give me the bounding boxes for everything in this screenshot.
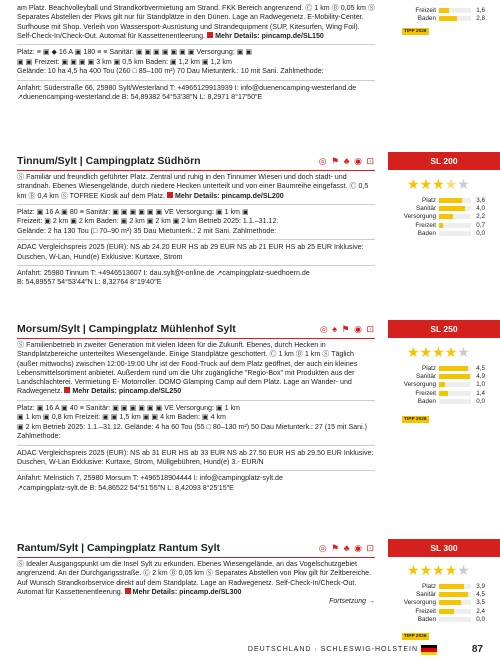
rating-row [402,372,486,380]
entry-title-row [17,320,375,339]
sl150-addr2: ↗duenencamping-westerland.de B: 54,89382 54°53′38″N L: 8,2971 8°17′50″E [17,92,263,101]
star-icon: ★ [457,344,470,360]
divider [17,470,375,471]
rating-value: 4,9 [476,373,485,381]
amenity-icons: ◎ ⚑ ♣ ◉ ⊡ [318,542,375,553]
star-icon: ★ [457,562,470,578]
amenity-icons: ◎ ⚑ ♣ ◉ ⊡ [318,155,375,166]
star-icon: ★ [432,176,445,192]
star-icon: ★ [432,344,445,360]
entry-title-row [17,152,375,171]
rating-bar [439,214,471,219]
divider [17,265,375,266]
rating-bar [439,382,471,387]
tipp-badge: TIPP 2026 [404,29,427,34]
divider [17,204,375,205]
rating-bar [439,609,471,614]
rating-label: Baden [417,15,436,23]
entry-sl300 [17,539,375,605]
page-number: 87 [471,644,483,655]
rating-bar [439,366,471,371]
ratings-sl200 [402,196,486,238]
rating-value: 4,5 [476,364,485,372]
divider [17,445,375,446]
rating-value: 4,0 [476,205,485,213]
rating-row [402,599,486,607]
mehr-details-link[interactable]: Mehr Details: pincamp.de/SL250 [72,387,182,396]
rating-row [402,381,486,389]
rating-bar [439,374,471,379]
rating-bar [439,399,471,404]
adac-price: ADAC Vergleichspreis 2025 (EUR): NS ab 24.20 EUR HS ab 29 EUR NS ab 21 EUR HS ab 25 EUR Inklusive: Duschen, W-Lan, Hund(e) Exklusive: Kurtaxe, Strom [17,243,364,261]
entry-desc-text: Ⓢ Familiär und freundlich geführter Platz. Zentral und ruhig in den Tinnumer Wiesen und doch stadt- und strandnah. Ebenes Wiesengelände, durch niedere Hecken unterteilt und von einer Baumreihe eingefasst. Ⓒ 0,5 km Ⓑ 0,4 km Ⓢ TOFREE Kiosk auf dem Platz. [17,173,369,200]
rating-row [402,204,486,212]
rating-value: 0,7 [476,221,485,229]
star-icon: ★ [407,176,420,192]
entry-sl150 [17,0,375,102]
star-icon: ★ [432,562,445,578]
entry-title-row [17,539,375,558]
rating-row [402,590,486,598]
tipp-badge: TIPP 2026 [404,417,427,422]
rating-bar [439,16,471,21]
ratings-sl300 [402,582,486,624]
star-rating [407,344,470,361]
entry-desc-text: Ⓢ Familienbetrieb in zweiter Generation mit vielen Ideen für die Zukunft. Ebenes, durch Hecken in Standplatzbereiche unterteiltes Wiesengelände. Einige Standplätze geschottert. Ⓒ 1 km Ⓑ 1 km Ⓢ Täglich (außer mittwochs) zwischen 12:00-19:00 Uhr ist der Food-Truck auf dem Platz geöffnet, der auch ein kleines Lebensmittelsortiment anbietet. Außerdem rund um die Uhr zugängliche "Regio-Box" mit Produkten aus der Landschlachterei. Vermietung E- Motorroller. DOMO Glamping Camp auf dem Platz. Lage an Wander- und Radwegenetz. [17,341,358,396]
mehr-details-link[interactable]: Mehr Details: pincamp.de/SL300 [132,587,242,596]
entry-code-band: SL 250 [388,320,500,338]
page-footer [0,642,500,660]
star-rating [407,562,470,579]
entry-code-band: SL 200 [388,152,500,170]
ratings-sl250 [402,364,486,406]
rating-value: 0,0 [476,616,485,624]
rating-row [402,607,486,615]
facilities-line-1: Platz: ▣ 16 A ▣ 80 ≡ Sanitär: ▣ ▣ ▣ ▣ ▣ ▣ VE Versorgung: ▣ 1 km ▣ [17,207,249,216]
rating-row [402,6,486,14]
details-square-icon [64,387,70,393]
sl150-mehr-link[interactable]: Mehr Details: pincamp.de/SL150 [215,31,324,40]
address-line-2: ↗campingplatz-sylt.de B: 54,86522 54°51′55″N L: 8,42093 8°25′15″E [17,483,234,492]
rating-bar [439,231,471,236]
rating-label: Versorgung [403,381,436,389]
sl150-desc [17,4,375,41]
address-line-1: Anfahrt: 25980 Tinnum T: +4946513607 I: dau.sylt@t-online.de ↗campingplatz-suedhoern.de [17,268,310,277]
rating-row [402,14,486,22]
rating-value: 2,2 [476,213,485,221]
rating-bar [439,592,471,597]
rating-bar [439,198,471,203]
rating-value: 0,0 [476,398,485,406]
rating-label: Baden [417,398,436,406]
divider [17,80,375,81]
rating-row [402,364,486,372]
rating-label: Sanitär [416,205,436,213]
rating-label: Sanitär [416,591,436,599]
rating-value: 2,4 [476,607,485,615]
star-icon: ★ [444,176,458,192]
rating-row [402,221,486,229]
rating-bar [439,8,471,13]
star-icon: ★ [444,562,458,578]
entry-desc [17,560,375,597]
rating-label: Baden [417,230,436,238]
star-icon: ★ [457,176,470,192]
rating-label: Platz [422,196,436,204]
amenity-icons: ◎ ♠ ⚑ ◉ ⊡ [319,323,375,334]
rating-label: Versorgung [403,213,436,221]
sl150-desc-text: am Platz. Beachvolleyball und Strandkorbvermietung am Strand. FKK Bereich angrenzend. Ⓒ 1 km Ⓑ 0,05 km Ⓢ Separates Abstellen der Pkws gilt nur für Standplätze in den Dünen. Lage an Radwegenetz. E-Mobility-Center. Surfhouse mit Shop. Verleih von Wassersport-Ausrüstung und Strandequipment (SUP, Kitesurfen, Wing Foil). Self-Check-In/Check-Out. Automat für Kassettenentleerung. [17,4,376,40]
sl150-addr1: Anfahrt: Süderstraße 66, 25980 Sylt/Westerland T: +4965129913939 I: info@duenencamping-westerland.de [17,83,357,92]
rating-row [402,616,486,624]
details-square-icon [125,588,131,594]
rating-label: Sanitär [416,373,436,381]
rating-value: 3,5 [476,599,485,607]
facilities-line-2: Freizeit: ▣ 2 km ▣ 2 km Baden: ▣ 2 km ▣ 2 km ▣ 2 km Betrieb 2025: 1.1.–31.12. [17,217,279,226]
rating-bar [439,391,471,396]
rating-bar [439,206,471,211]
details-square-icon [167,192,173,198]
entry-title: Rantum/Sylt | Campingplatz Rantum Sylt [17,542,221,554]
star-icon: ★ [407,562,420,578]
footer-section: DEUTSCHLAND · SCHLESWIG-HOLSTEIN [247,646,418,653]
rating-value: 4,5 [476,591,485,599]
entry-desc [17,341,375,397]
rating-label: Freizeit [415,6,436,14]
rating-label: Versorgung [403,599,436,607]
continuation-note: Fortsetzung → [329,598,375,606]
rating-label: Freizeit [415,221,436,229]
rating-label: Platz [422,582,436,590]
german-flag-icon [421,645,437,655]
rating-row [402,213,486,221]
entry-title: Tinnum/Sylt | Campingplatz Südhörn [17,155,201,167]
rating-row [402,196,486,204]
entry-title: Morsum/Sylt | Campingplatz Mühlenhof Sylt [17,323,236,335]
rating-row [402,230,486,238]
rating-value: 3,9 [476,582,485,590]
star-icon: ★ [419,562,433,578]
entry-code-band: SL 300 [388,539,500,557]
address-line-2: B: 54,89557 54°53′44″N L: 8,32764 8°19′40″E [17,278,162,287]
entry-sl200 [17,152,375,288]
star-rating [407,176,470,193]
divider [17,400,375,401]
rating-row [402,582,486,590]
mehr-details-link[interactable]: Mehr Details: pincamp.de/SL200 [174,191,284,200]
rating-bar [439,584,471,589]
divider [17,44,375,45]
rating-label: Freizeit [415,389,436,397]
star-icon: ★ [419,344,433,360]
divider [17,239,375,240]
entry-sl250 [17,320,375,493]
rating-label: Freizeit [415,607,436,615]
star-icon: ★ [407,344,420,360]
star-icon: ★ [419,176,433,192]
facilities-line-3: Gelände: 2 ha 130 Tou (□ 70–90 m²) 35 Dau Mietunterk.: 2 mit Sani. Zahlmethode: [17,226,277,235]
rating-value: 1,0 [476,381,485,389]
sl150-fac2: ▣ ▣ Freizeit: ▣ ▣ ▣ ▣ 3 km ▣ 0,5 km Baden: ▣ 1,2 km ▣ 1,2 km [17,57,232,66]
rating-bar [439,617,471,622]
facilities-line-3: ▣ 2 km Betrieb 2025: 1.1.–31.12. Gelände: 4 ha 60 Tou (55 □ 80–130 m²) 50 Dau Mietunterk.: 27 (15 mit Sani.) Zahlmethode: [17,422,367,441]
sl150-fac1: Platz: ≡ ▣ ◆ 16 A ▣ 180 ≡ ≡ Sanitär: ▣ ▣ ▣ ▣ ▣ ▣ ▣ Versorgung: ▣ ▣ [17,48,253,57]
entry-desc [17,173,375,201]
sl150-fac3: Gelände: 10 ha 4,5 ha 400 Tou (260 □ 85–100 m²) 70 Dau Mietunterk.: 10 mit Sani. Zahlmethode: [17,67,324,76]
rating-value: 0,0 [476,230,485,238]
tipp-badge: TIPP 2026 [404,634,427,639]
facilities-line-1: Platz: ▣ 16 A ▣ 40 ≡ Sanitär: ▣ ▣ ▣ ▣ ▣ ▣ VE Versorgung: ▣ 1 km [17,403,240,412]
star-icon: ★ [444,344,458,360]
address-line-1: Anfahrt: Melnstich 7, 25980 Morsum T: +496518904444 I: info@campingplatz-sylt.de [17,474,283,483]
rating-value: 1,4 [476,389,485,397]
rating-value: 1,6 [476,6,485,14]
rating-bar [439,600,471,605]
rating-label: Platz [422,364,436,372]
rating-row [402,398,486,406]
rating-value: 3,6 [476,196,485,204]
facilities-line-2: ▣ 1 km ▣ 0,8 km Freizeit: ▣ ▣ 1,5 km ▣ ▣ 4 km Baden: ▣ 4 km [17,413,226,422]
rating-label: Baden [417,616,436,624]
rating-value: 2,8 [476,15,485,23]
details-square-icon [207,32,213,38]
entry-desc-text: Ⓢ Idealer Ausgangspunkt um die Insel Sylt zu erkunden. Ebenes Wiesengelände, an das Vogelschutzgebiet angrenzend. An der Durchgangsstraße. Ⓒ 2 km Ⓑ 0,05 km Ⓢ Separates Abstellen von Pkw gilt für Zeltbereiche. Auf Wunsch Strandkorbservice direkt auf dem Standplatz. Lage an Radwegenetz. Self-Check-In/Check-Out. Automat für Kassettenentleerung. [17,560,372,596]
adac-price: ADAC Vergleichspreis 2025 (EUR): NS ab 31 EUR HS ab 33 EUR NS ab 27.50 EUR HS ab 29.50 EUR Inklusive: Duschen, W-Lan Exklusive: Kurtaxe, Strom, Müllgebühren, Hund(e) 3.- EUR/N [17,448,374,467]
rating-bar [439,223,471,228]
ratings-sl150 [402,6,486,23]
rating-row [402,389,486,397]
